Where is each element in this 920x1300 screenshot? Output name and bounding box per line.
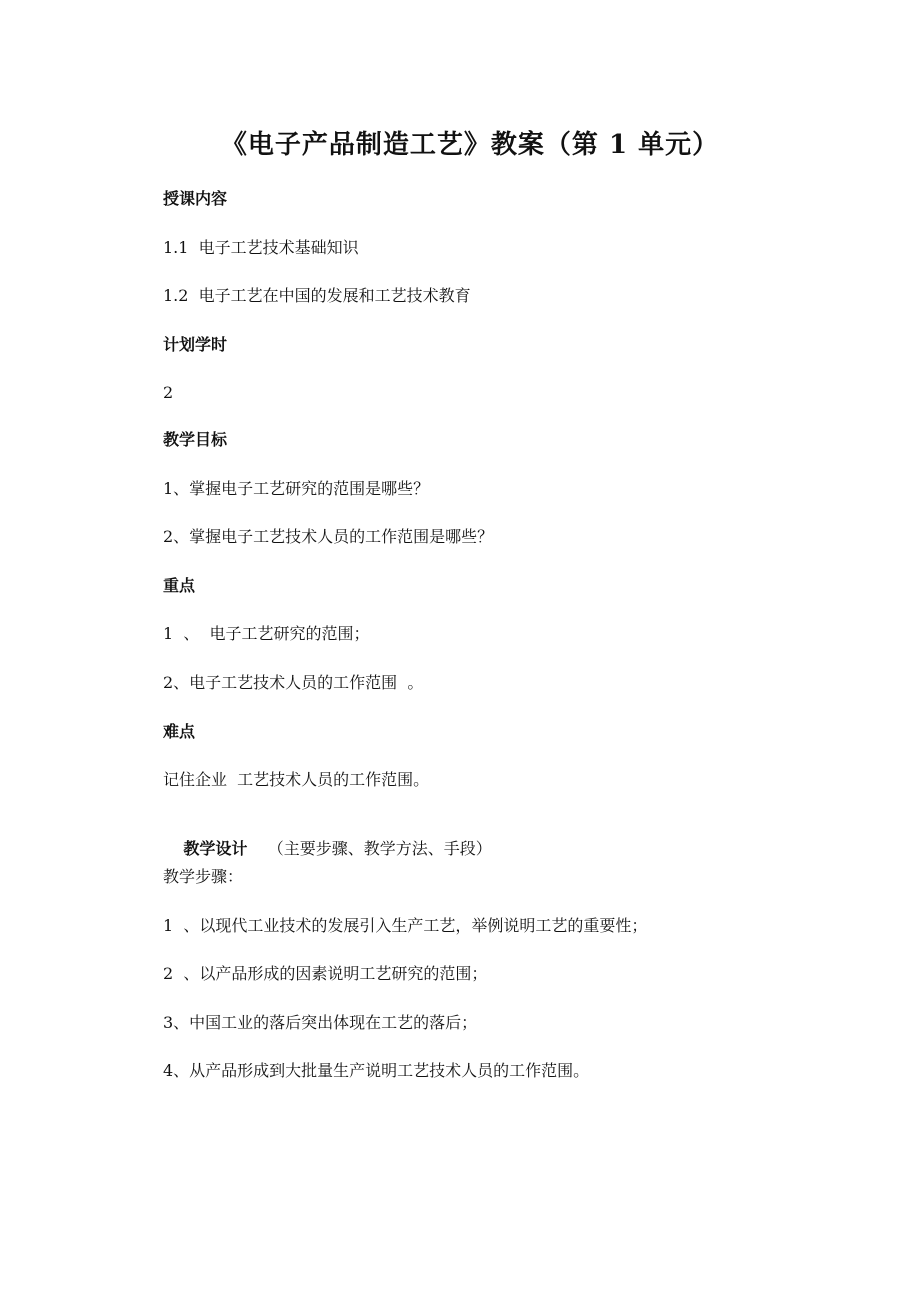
hours-value: 2 [163,383,174,402]
goal-item-1: 1、掌握电子工艺研究的范围是哪些？ [163,479,430,498]
heading-hours: 计划学时 [163,335,228,354]
design-note: （主要步骤、教学方法、手段） [267,839,492,858]
content-item-2: 1.2 电子工艺在中国的发展和工艺技术教育 [163,286,471,305]
steps-label: 教学步骤： [163,867,244,886]
step-item-2: 2 、以产品形成的因素说明工艺研究的范围； [163,964,488,983]
key-point-item-2: 2、电子工艺技术人员的工作范围 。 [163,673,424,692]
heading-difficulties: 难点 [163,722,196,741]
document-title: 《电子产品制造工艺》教案（第 1 单元） [220,130,720,160]
key-point-item-1: 1 、 电子工艺研究的范围； [163,624,370,643]
heading-design: 教学设计 [183,839,248,858]
step-item-3: 3、中国工业的落后突出体现在工艺的落后； [163,1013,478,1032]
heading-key-points: 重点 [163,576,196,595]
difficulty-item-1: 记住企业 工艺技术人员的工作范围。 [163,770,430,789]
step-item-4: 4、从产品形成到大批量生产说明工艺技术人员的工作范围。 [163,1061,590,1080]
step-item-1: 1 、以现代工业技术的发展引入生产工艺，举例说明工艺的重要性； [163,916,648,935]
goal-item-2: 2、掌握电子工艺技术人员的工作范围是哪些？ [163,527,494,546]
content-item-1: 1.1 电子工艺技术基础知识 [163,238,359,257]
heading-content: 授课内容 [163,189,228,208]
heading-goals: 教学目标 [163,430,228,449]
